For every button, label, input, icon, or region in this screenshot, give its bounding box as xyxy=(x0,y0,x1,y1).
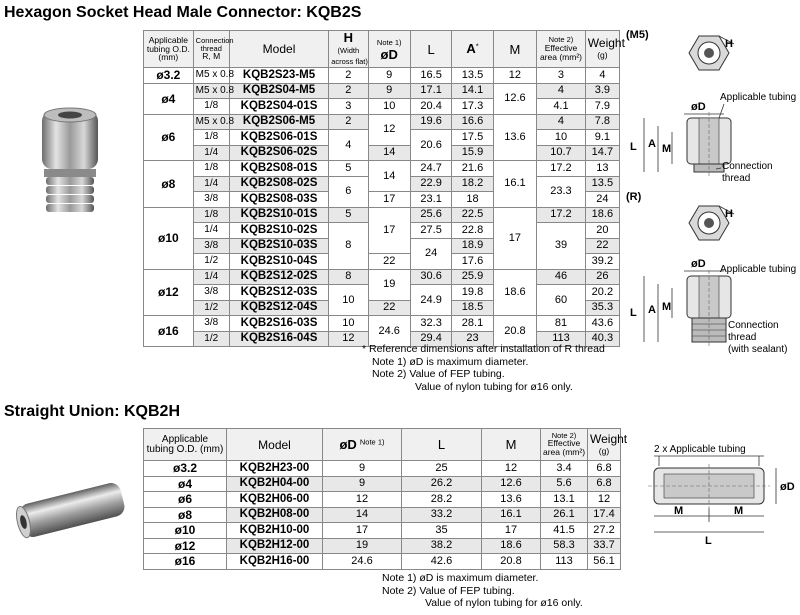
table-row xyxy=(144,161,620,177)
d-cell: 24.6 xyxy=(368,316,410,347)
m5-label: (M5) xyxy=(626,29,649,41)
weight-cell: 13 xyxy=(585,161,619,177)
table-row xyxy=(144,538,621,554)
model-cell: KQB2S12-03S xyxy=(229,285,328,301)
a-cell: 17.3 xyxy=(452,99,493,115)
table-row xyxy=(144,114,620,130)
model-cell: KQB2S06-M5 xyxy=(229,114,328,130)
model-cell: KQB2S10-01S xyxy=(229,207,328,223)
m-cell: 18.6 xyxy=(482,538,541,554)
model-cell: KQB2S10-02S xyxy=(229,223,328,239)
m-cell: 13.6 xyxy=(482,492,541,508)
od-cell: ø10 xyxy=(144,207,194,269)
model-cell: KQB2H10-00 xyxy=(227,523,323,539)
union-l-label: L xyxy=(705,535,712,547)
kqb2h-title: Straight Union: KQB2H xyxy=(4,403,180,420)
thread-cell: 1/4 xyxy=(193,223,229,239)
m-cell: 20.8 xyxy=(482,554,541,570)
weight-cell: 39.2 xyxy=(585,254,619,270)
h-cell: 8 xyxy=(329,269,368,285)
d-cell: 22 xyxy=(368,254,410,270)
thread-cell: 3/8 xyxy=(193,285,229,301)
m-cell: 12.6 xyxy=(482,476,541,492)
table-row xyxy=(144,554,621,570)
weight-cell: 20 xyxy=(585,223,619,239)
l-cell: 27.5 xyxy=(410,223,451,239)
eff-cell: 113 xyxy=(541,554,588,570)
thread-cell: 1/4 xyxy=(193,176,229,192)
a-cell: 23 xyxy=(452,331,493,347)
l-cell: 16.5 xyxy=(410,68,451,84)
model-cell: KQB2H04-00 xyxy=(227,476,323,492)
m5-h-label: H xyxy=(725,38,733,50)
weight-cell: 18.6 xyxy=(585,207,619,223)
h-cell: 3 xyxy=(329,99,368,115)
model-cell: KQB2H12-00 xyxy=(227,538,323,554)
kqb2h-notes xyxy=(382,572,583,610)
weight-cell: 56.1 xyxy=(588,554,621,570)
d-cell: 17 xyxy=(323,523,402,539)
d-cell: 24.6 xyxy=(323,554,402,570)
weight-cell: 26 xyxy=(585,269,619,285)
kqb2s-spec-table xyxy=(143,30,625,347)
table-row xyxy=(144,68,620,84)
l-cell: 25 xyxy=(402,461,482,477)
m-cell: 20.8 xyxy=(493,316,536,347)
weight-cell: 6.8 xyxy=(588,461,621,477)
a-cell: 28.1 xyxy=(452,316,493,332)
header-thread: Connection thread R, M xyxy=(193,31,229,68)
r-conn-label-1: Connection xyxy=(728,320,779,331)
weight-cell: 13.5 xyxy=(585,176,619,192)
eff-cell: 4.1 xyxy=(537,99,586,115)
header-eff: Note 2) Effective area (mm²) xyxy=(537,31,586,68)
m5-tubing-label: Applicable tubing xyxy=(720,92,797,103)
note-1: Note 1) øD is maximum diameter. xyxy=(382,572,539,584)
table-row xyxy=(144,492,621,508)
m-cell: 17 xyxy=(482,523,541,539)
eff-cell: 3.4 xyxy=(541,461,588,477)
weight-cell: 24 xyxy=(585,192,619,208)
od-cell: ø8 xyxy=(144,161,194,208)
r-label: (R) xyxy=(626,191,642,203)
header-d: Note 1) øD xyxy=(368,31,410,68)
union-d-label: øD xyxy=(780,481,795,493)
m-cell: 16.1 xyxy=(493,161,536,208)
table-row xyxy=(144,316,620,332)
eff-cell: 23.3 xyxy=(537,176,586,207)
l-cell: 24.7 xyxy=(410,161,451,177)
r-m-label: M xyxy=(662,301,672,313)
od-cell: ø3.2 xyxy=(144,68,194,84)
l-cell: 20.4 xyxy=(410,99,451,115)
d-cell: 9 xyxy=(368,83,410,99)
m5-conn-label-2: thread xyxy=(722,173,751,184)
note-1: Note 1) øD is maximum diameter. xyxy=(372,355,529,368)
h-cell: 8 xyxy=(329,223,368,270)
od-cell: ø4 xyxy=(144,476,227,492)
m5-conn-label-1: Connection xyxy=(722,161,773,172)
m-cell: 13.6 xyxy=(493,114,536,161)
h-cell: 2 xyxy=(329,83,368,99)
r-sealant-label: (with sealant) xyxy=(728,344,788,355)
weight-cell: 4 xyxy=(585,68,619,84)
note-3: Value of nylon tubing for ø16 only. xyxy=(425,597,583,609)
l-cell: 33.2 xyxy=(402,507,482,523)
r-conn-label-2: thread xyxy=(728,332,757,343)
eff-cell: 17.2 xyxy=(537,161,586,177)
header-m: M xyxy=(482,429,541,461)
model-cell: KQB2H06-00 xyxy=(227,492,323,508)
eff-cell: 46 xyxy=(537,269,586,285)
od-cell: ø4 xyxy=(144,83,194,114)
eff-cell: 41.5 xyxy=(541,523,588,539)
table-row xyxy=(144,145,620,161)
table-row xyxy=(144,207,620,223)
kqb2h-dimension-diagram xyxy=(634,438,800,548)
d-cell: 19 xyxy=(323,538,402,554)
header-weight: Weight (g) xyxy=(585,31,619,68)
model-cell: KQB2S10-04S xyxy=(229,254,328,270)
m5-a-label: A xyxy=(648,138,656,150)
l-cell: 22.9 xyxy=(410,176,451,192)
union-m-label-2: M xyxy=(734,505,744,517)
union-tubing-label: 2 x Applicable tubing xyxy=(654,444,746,455)
thread-cell: 1/2 xyxy=(193,254,229,270)
thread-cell: 3/8 xyxy=(193,316,229,332)
h-cell: 4 xyxy=(329,130,368,161)
table-row xyxy=(144,507,621,523)
l-cell: 30.6 xyxy=(410,269,451,285)
m5-l-label: L xyxy=(630,141,637,153)
eff-cell: 3 xyxy=(537,68,586,84)
r-side-view xyxy=(687,270,731,346)
table-row xyxy=(144,99,620,115)
thread-cell: 1/8 xyxy=(193,99,229,115)
eff-cell: 17.2 xyxy=(537,207,586,223)
od-cell: ø6 xyxy=(144,492,227,508)
header-l: L xyxy=(402,429,482,461)
weight-cell: 43.6 xyxy=(585,316,619,332)
header-a: A* xyxy=(452,31,493,68)
thread-cell: 3/8 xyxy=(193,192,229,208)
thread-cell: M5 x 0.8 xyxy=(193,68,229,84)
eff-cell: 81 xyxy=(537,316,586,332)
d-cell: 10 xyxy=(368,99,410,115)
a-cell: 18.5 xyxy=(452,300,493,316)
weight-cell: 27.2 xyxy=(588,523,621,539)
m-cell: 12 xyxy=(482,461,541,477)
thread-cell: 1/8 xyxy=(193,130,229,146)
l-cell: 24 xyxy=(410,238,451,269)
m5-m-label: M xyxy=(662,143,672,155)
note-2: Note 2) Value of FEP tubing. xyxy=(372,368,505,380)
table-row xyxy=(144,83,620,99)
model-cell: KQB2H16-00 xyxy=(227,554,323,570)
od-cell: ø16 xyxy=(144,316,194,347)
a-cell: 18.9 xyxy=(452,238,493,254)
model-cell: KQB2S12-04S xyxy=(229,300,328,316)
kqb2s-notes xyxy=(362,343,605,393)
l-cell: 17.1 xyxy=(410,83,451,99)
model-cell: KQB2S10-03S xyxy=(229,238,328,254)
m-cell: 12 xyxy=(493,68,536,84)
header-od: Applicable tubing O.D. (mm) xyxy=(144,429,227,461)
weight-cell: 40.3 xyxy=(585,331,619,347)
od-cell: ø10 xyxy=(144,523,227,539)
d-cell: 14 xyxy=(368,145,410,161)
header-od: Applicable tubing O.D. (mm) xyxy=(144,31,194,68)
weight-cell: 22 xyxy=(585,238,619,254)
weight-cell: 12 xyxy=(588,492,621,508)
a-cell: 19.8 xyxy=(452,285,493,301)
weight-cell: 20.2 xyxy=(585,285,619,301)
weight-cell: 6.8 xyxy=(588,476,621,492)
kqb2s-header-row xyxy=(144,31,620,68)
a-cell: 25.9 xyxy=(452,269,493,285)
d-cell: 22 xyxy=(368,300,410,316)
l-cell: 38.2 xyxy=(402,538,482,554)
kqb2s-product-photo xyxy=(30,105,110,220)
od-cell: ø6 xyxy=(144,114,194,161)
a-cell: 22.8 xyxy=(452,223,493,239)
eff-cell: 4 xyxy=(537,114,586,130)
thread-cell: 1/2 xyxy=(193,331,229,347)
model-cell: KQB2S08-02S xyxy=(229,176,328,192)
m5-d-label: øD xyxy=(691,101,706,113)
weight-cell: 9.1 xyxy=(585,130,619,146)
header-weight: Weight (g) xyxy=(588,429,621,461)
l-cell: 26.2 xyxy=(402,476,482,492)
r-d-label: øD xyxy=(691,258,706,270)
od-cell: ø8 xyxy=(144,507,227,523)
l-cell: 24.9 xyxy=(410,285,451,316)
a-cell: 22.5 xyxy=(452,207,493,223)
model-cell: KQB2S08-01S xyxy=(229,161,328,177)
thread-cell: 3/8 xyxy=(193,238,229,254)
r-a-label: A xyxy=(648,304,656,316)
eff-cell: 58.3 xyxy=(541,538,588,554)
weight-cell: 14.7 xyxy=(585,145,619,161)
d-cell: 14 xyxy=(323,507,402,523)
table-row xyxy=(144,523,621,539)
od-cell: ø12 xyxy=(144,538,227,554)
kqb2s-title: Hexagon Socket Head Male Connector: KQB2S xyxy=(4,4,362,21)
r-tubing-label: Applicable tubing xyxy=(720,264,797,275)
union-side-view xyxy=(648,464,770,508)
m-cell: 18.6 xyxy=(493,269,536,316)
a-cell: 16.6 xyxy=(452,114,493,130)
od-cell: ø16 xyxy=(144,554,227,570)
model-cell: KQB2S04-01S xyxy=(229,99,328,115)
h-cell: 6 xyxy=(329,176,368,207)
eff-cell: 60 xyxy=(537,285,586,316)
kqb2h-header-row xyxy=(144,429,621,461)
l-cell: 23.1 xyxy=(410,192,451,208)
eff-cell: 10.7 xyxy=(537,145,586,161)
weight-cell: 7.8 xyxy=(585,114,619,130)
a-cell: 14.1 xyxy=(452,83,493,99)
l-cell: 35 xyxy=(402,523,482,539)
h-cell: 10 xyxy=(329,285,368,316)
a-cell: 18 xyxy=(452,192,493,208)
h-cell: 10 xyxy=(329,316,368,332)
d-cell: 12 xyxy=(323,492,402,508)
table-row xyxy=(144,461,621,477)
h-cell: 2 xyxy=(329,68,368,84)
table-row xyxy=(144,476,621,492)
l-cell: 19.6 xyxy=(410,114,451,130)
header-model: Model xyxy=(227,429,323,461)
kqb2h-spec-table xyxy=(143,428,628,570)
d-cell: 17 xyxy=(368,192,410,208)
d-cell: 12 xyxy=(368,114,410,145)
h-cell: 12 xyxy=(329,331,368,347)
note-3: Value of nylon tubing for ø16 only. xyxy=(415,380,573,393)
header-eff: Note 2) Effective area (mm²) xyxy=(541,429,588,461)
eff-cell: 39 xyxy=(537,223,586,270)
m-cell: 17 xyxy=(493,207,536,269)
model-cell: KQB2H08-00 xyxy=(227,507,323,523)
a-cell: 18.2 xyxy=(452,176,493,192)
union-m-label-1: M xyxy=(674,505,684,517)
header-l: L xyxy=(410,31,451,68)
a-cell: 21.6 xyxy=(452,161,493,177)
model-cell: KQB2S06-01S xyxy=(229,130,328,146)
eff-cell: 10 xyxy=(537,130,586,146)
thread-cell: 1/4 xyxy=(193,269,229,285)
eff-cell: 26.1 xyxy=(541,507,588,523)
kqb2h-product-photo xyxy=(8,475,136,545)
r-h-label: H xyxy=(725,208,733,220)
eff-cell: 113 xyxy=(537,331,586,347)
eff-cell: 5.6 xyxy=(541,476,588,492)
weight-cell: 35.3 xyxy=(585,300,619,316)
model-cell: KQB2S04-M5 xyxy=(229,83,328,99)
header-h: H (Width across flat) xyxy=(329,31,368,68)
thread-cell: 1/4 xyxy=(193,145,229,161)
a-cell: 13.5 xyxy=(452,68,493,84)
model-cell: KQB2S16-04S xyxy=(229,331,328,347)
d-cell: 9 xyxy=(323,476,402,492)
l-cell: 32.3 xyxy=(410,316,451,332)
d-cell: 14 xyxy=(368,161,410,192)
a-cell: 17.6 xyxy=(452,254,493,270)
l-cell: 28.2 xyxy=(402,492,482,508)
h-cell: 2 xyxy=(329,114,368,130)
model-cell: KQB2S16-03S xyxy=(229,316,328,332)
kqb2s-dimension-diagram xyxy=(624,26,800,366)
d-cell: 19 xyxy=(368,269,410,300)
thread-cell: M5 x 0.8 xyxy=(193,83,229,99)
model-cell: KQB2S06-02S xyxy=(229,145,328,161)
weight-cell: 17.4 xyxy=(588,507,621,523)
weight-cell: 7.9 xyxy=(585,99,619,115)
thread-cell: 1/8 xyxy=(193,161,229,177)
weight-cell: 33.7 xyxy=(588,538,621,554)
h-cell: 5 xyxy=(329,161,368,177)
od-cell: ø3.2 xyxy=(144,461,227,477)
d-cell: 9 xyxy=(368,68,410,84)
header-model: Model xyxy=(229,31,328,68)
a-cell: 15.9 xyxy=(452,145,493,161)
l-cell: 29.4 xyxy=(410,331,451,347)
m-cell: 12.6 xyxy=(493,83,536,114)
l-cell: 20.6 xyxy=(410,130,451,161)
l-cell: 42.6 xyxy=(402,554,482,570)
eff-cell: 4 xyxy=(537,83,586,99)
m-cell: 16.1 xyxy=(482,507,541,523)
thread-cell: M5 x 0.8 xyxy=(193,114,229,130)
d-cell: 9 xyxy=(323,461,402,477)
note-star: * Reference dimensions after installation of R thread xyxy=(362,343,605,355)
thread-cell: 1/2 xyxy=(193,300,229,316)
note-2: Note 2) Value of FEP tubing. xyxy=(382,584,515,597)
a-cell: 17.5 xyxy=(452,130,493,146)
thread-cell: 1/8 xyxy=(193,207,229,223)
r-l-label: L xyxy=(630,307,637,319)
model-cell: KQB2S12-02S xyxy=(229,269,328,285)
d-cell: 17 xyxy=(368,207,410,254)
od-cell: ø12 xyxy=(144,269,194,316)
header-m: M xyxy=(493,31,536,68)
model-cell: KQB2S08-03S xyxy=(229,192,328,208)
model-cell: KQB2S23-M5 xyxy=(229,68,328,84)
weight-cell: 3.9 xyxy=(585,83,619,99)
table-row xyxy=(144,269,620,285)
h-cell: 5 xyxy=(329,207,368,223)
l-cell: 25.6 xyxy=(410,207,451,223)
eff-cell: 13.1 xyxy=(541,492,588,508)
model-cell: KQB2H23-00 xyxy=(227,461,323,477)
header-d: øD $^{Note 1)}$ xyxy=(323,429,402,461)
